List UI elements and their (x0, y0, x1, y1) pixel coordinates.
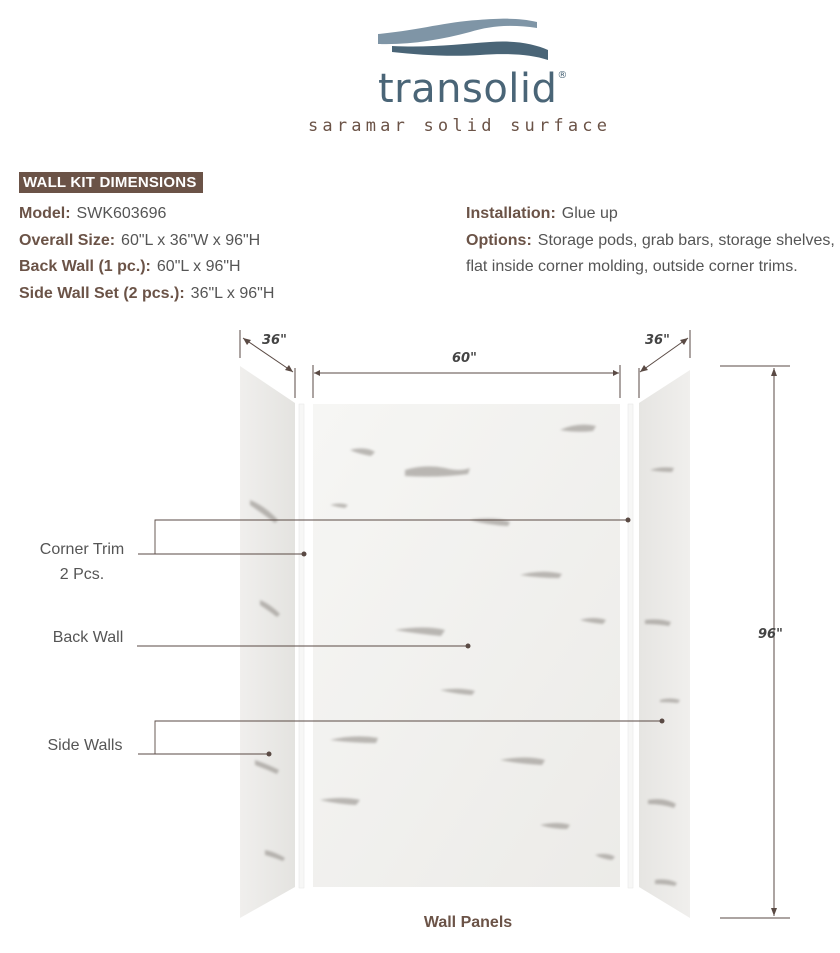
callout-back-wall: Back Wall (52, 629, 124, 646)
callout-corner-trim-line2: 2 Pcs. (59, 566, 105, 583)
registered-mark: ® (557, 70, 568, 81)
right-corner-trim (628, 404, 633, 888)
diagram-caption: Wall Panels (423, 914, 513, 931)
spec-label: Installation: (466, 205, 556, 222)
spec-label: Overall Size: (19, 231, 116, 249)
dimension-height (720, 366, 790, 918)
callout-corner-trim-line1: Corner Trim (39, 541, 125, 558)
dimension-label-back: 60" (452, 351, 477, 366)
spec-label: Back Wall (1 pc.): (19, 258, 151, 275)
callout-corner-trim (28, 537, 136, 587)
brand-tagline: saramar solid surface (308, 116, 612, 136)
right-side-wall-panel (639, 370, 690, 918)
spec-value: Glue up (561, 205, 618, 222)
spec-value: SWK603696 (76, 205, 167, 222)
spec-value: 36"L x 96"H (190, 284, 275, 302)
left-side-wall-panel (240, 366, 295, 918)
spec-label: Model: (19, 205, 71, 222)
spec-value: Storage pods, grab bars, storage shelves, flat inside corner molding, outside corner trims. (466, 231, 835, 275)
brand-wordmark: transolid (378, 66, 558, 112)
dimension-back (313, 365, 620, 398)
dimension-label-height: 96" (758, 627, 783, 642)
spec-label: Options: (466, 231, 532, 249)
callout-side-walls: Side Walls (47, 737, 123, 754)
spec-value: 60"L x 36"W x 96"H (121, 231, 261, 249)
spec-label: Side Wall Set (2 pcs.): (19, 284, 185, 302)
spec-value: 60"L x 96"H (156, 258, 241, 275)
dimension-label-left-side: 36" (262, 333, 287, 348)
section-title: WALL KIT DIMENSIONS (19, 172, 203, 193)
dimension-label-right-side: 36" (645, 333, 670, 348)
